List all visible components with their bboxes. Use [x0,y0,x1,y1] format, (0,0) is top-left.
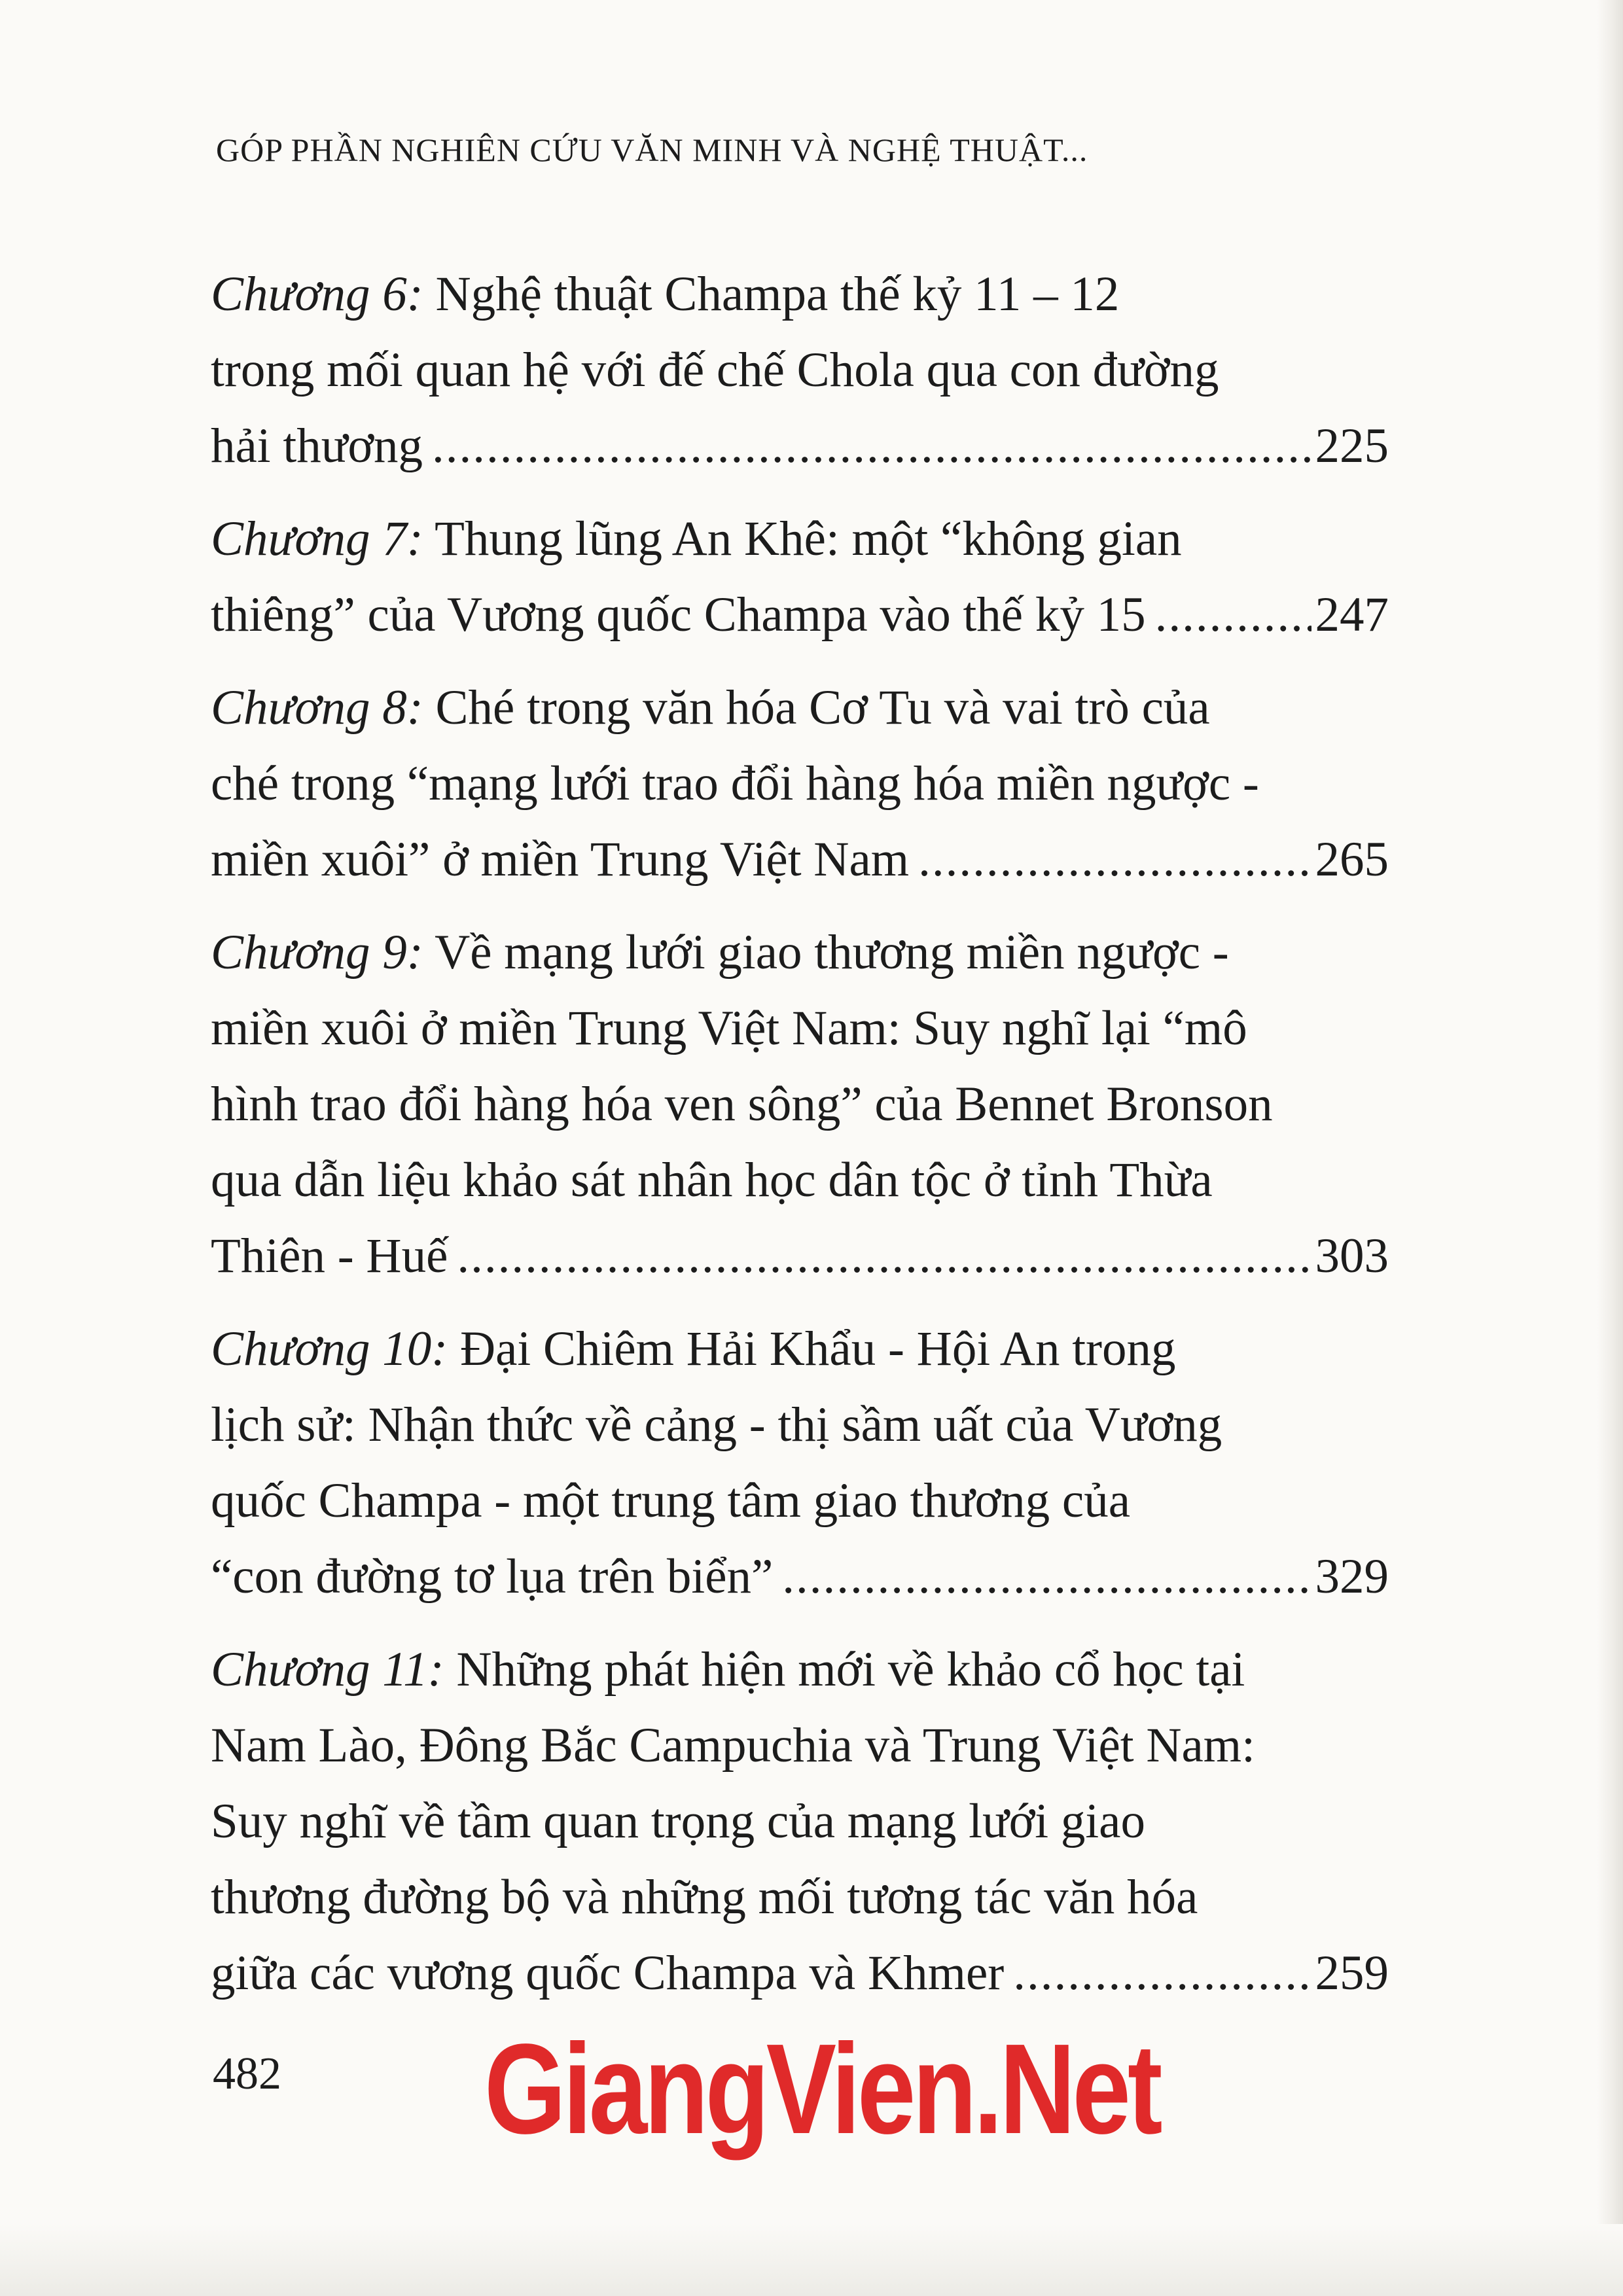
toc-entry-title-line: “con đường tơ lụa trên biển” [211,1549,774,1604]
page-edge-shadow [1597,0,1623,2296]
toc-entry-title-line: lịch sử: Nhận thức về cảng - thị sầm uất của Vương [211,1398,1222,1452]
toc-entry-last-line [211,1935,1389,2011]
toc-entry-last-line [211,822,1389,898]
toc-entry-title-line: thiêng” của Vương quốc Champa vào thế kỷ 15 [211,588,1146,642]
chapter-label: Chương 10: [211,1322,448,1376]
toc-entry-chapter-7[interactable] [211,501,1389,653]
toc-entry-title-line: miền xuôi ở miền Trung Việt Nam: Suy nghĩ lại “mô [211,1001,1247,1055]
toc-entry-first-line [211,915,1389,991]
chapter-label: Chương 6: [211,267,423,321]
toc-entry-title-line: qua dẫn liệu khảo sát nhân học dân tộc ở tỉnh Thừa [211,1153,1213,1207]
toc-entry-chapter-9[interactable] [211,915,1389,1294]
toc-entry-title-line: hải thương [211,419,423,473]
dot-leader [918,822,1311,898]
toc-entry-chapter-11[interactable] [211,1632,1389,2011]
toc-entry-last-line [211,1539,1389,1615]
chapter-label: Chương 11: [211,1642,444,1697]
toc-entry-title-line: Thiên - Huế [211,1229,448,1283]
toc-entry-title-line: giữa các vương quốc Champa và Khmer [211,1946,1005,2000]
toc-page-number: 259 [1315,1946,1389,2000]
running-head: GÓP PHẦN NGHIÊN CỨU VĂN MINH VÀ NGHỆ THUẬT... [216,132,1088,168]
chapter-label: Chương 8: [211,680,423,735]
toc-entry-title-line: quốc Champa - một trung tâm giao thương của [211,1474,1131,1528]
dot-leader [1013,1935,1311,2011]
chapter-label: Chương 7: [211,512,423,566]
toc-entry-first-line [211,1311,1389,1387]
page-bottom-shadow [0,2224,1623,2296]
toc-entry-last-line [211,577,1389,653]
toc-entry-title-line: Đại Chiêm Hải Khẩu - Hội An trong [459,1322,1176,1376]
toc-entry-chapter-8[interactable] [211,670,1389,898]
table-of-contents [211,256,1389,2028]
dot-leader [432,408,1311,484]
toc-entry-title-line: Ché trong văn hóa Cơ Tu và vai trò của [435,680,1210,735]
toc-entry-first-line [211,1632,1389,1708]
toc-entry-title-line: trong mối quan hệ với đế chế Chola qua con đường [211,343,1219,397]
toc-entry-title-line: Thung lũng An Khê: một “không gian [435,512,1182,566]
toc-page-number: 303 [1315,1229,1389,1283]
toc-entry-last-line [211,408,1389,484]
chapter-label: Chương 9: [211,925,423,980]
watermark-logo: GiangVien.Net [484,2017,1160,2161]
toc-entry-first-line [211,501,1389,577]
toc-entry-first-line [211,670,1389,746]
toc-entry-title-line: Suy nghĩ về tầm quan trọng của mạng lưới giao [211,1794,1145,1848]
toc-entry-title-line: thương đường bộ và những mối tương tác văn hóa [211,1870,1198,1924]
toc-page-number: 225 [1315,419,1389,473]
toc-entry-title-line: miền xuôi” ở miền Trung Việt Nam [211,832,910,887]
toc-page-number: 265 [1315,832,1389,887]
toc-entry-title-line: Về mạng lưới giao thương miền ngược - [435,925,1229,980]
dot-leader [1155,577,1311,653]
toc-entry-last-line [211,1218,1389,1294]
toc-entry-title-line: Nam Lào, Đông Bắc Campuchia và Trung Việt Nam: [211,1718,1255,1773]
toc-entry-title-line: ché trong “mạng lưới trao đổi hàng hóa miền ngược - [211,756,1259,811]
toc-page-number: 247 [1315,588,1389,642]
dot-leader [457,1218,1311,1294]
toc-entry-chapter-10[interactable] [211,1311,1389,1615]
toc-page-number: 329 [1315,1549,1389,1604]
toc-entry-title-line: Nghệ thuật Champa thế kỷ 11 – 12 [435,267,1120,321]
toc-entry-title-line: Những phát hiện mới về khảo cổ học tại [456,1642,1245,1697]
toc-entry-title-line: hình trao đổi hàng hóa ven sông” của Bennet Bronson [211,1077,1273,1131]
dot-leader [782,1539,1311,1615]
page-number: 482 [213,2049,281,2099]
toc-entry-chapter-6[interactable] [211,256,1389,484]
toc-entry-first-line [211,256,1389,332]
